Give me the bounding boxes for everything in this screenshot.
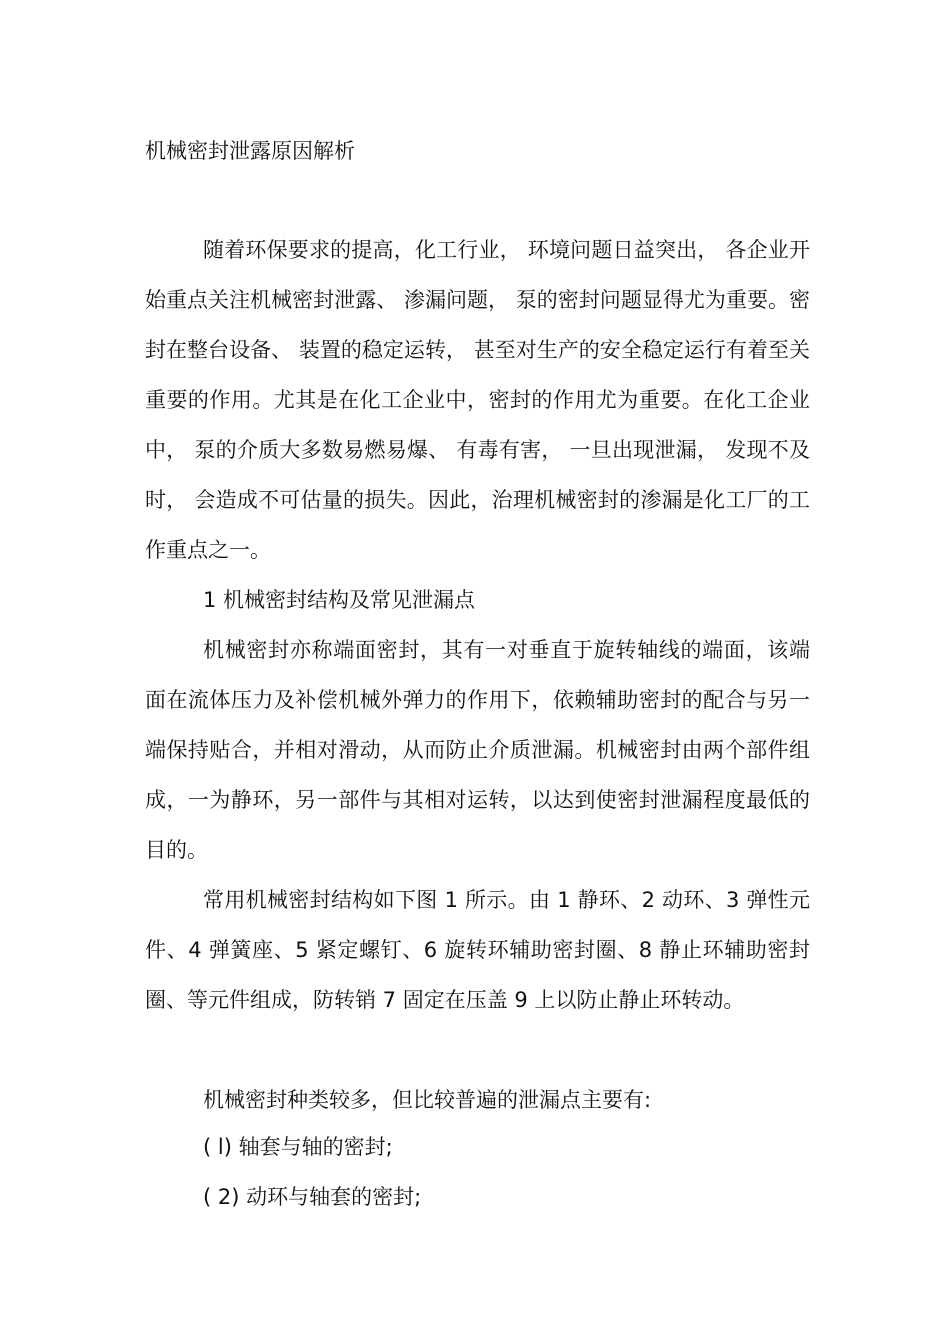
document-title: 机械密封泄露原因解析	[145, 139, 355, 163]
section-heading: 1 机械密封结构及常见泄漏点	[203, 588, 476, 612]
paragraph-intro: 随着环保要求的提高，化工行业， 环境问题日益突出， 各企业开始重点关注机械密封泄露、 渗漏问题， 泵的密封问题显得尤为重要。密封在整台设备、 装置的稳定运转， 甚至对生产的安全稳定运行有着至关重要的作用。尤其是在化工企业中，密封的作用尤为重要。在化工企业中， 泵的介质大多数易燃易爆、 有毒有害， 一旦出现泄漏， 发现不及时， 会造成不可估量的损失。因此，治理机械密封的渗漏是化工厂的工作重点之一。	[145, 238, 810, 562]
paragraph-structure: 常用机械密封结构如下图 1 所示。由 1 静环、2 动环、3 弹性元件、4 弹簧座、5 紧定螺钉、6 旋转环辅助密封圈、8 静止环辅助密封圈、等元件组成，防转销 7 固定在压盖 9 上以防止静止环转动。	[145, 888, 810, 1012]
paragraph-leak-points-intro: 机械密封种类较多，但比较普遍的泄漏点主要有:	[203, 1088, 652, 1112]
list-item: ( l) 轴套与轴的密封;	[203, 1135, 393, 1159]
paragraph-definition: 机械密封亦称端面密封，其有一对垂直于旋转轴线的端面，该端面在流体压力及补偿机械外弹力的作用下，依赖辅助密封的配合与另一端保持贴合，并相对滑动，从而防止介质泄漏。机械密封由两个部件组成，一为静环，另一部件与其相对运转，以达到使密封泄漏程度最低的目的。	[145, 638, 810, 862]
list-item: ( 2) 动环与轴套的密封;	[203, 1185, 422, 1209]
